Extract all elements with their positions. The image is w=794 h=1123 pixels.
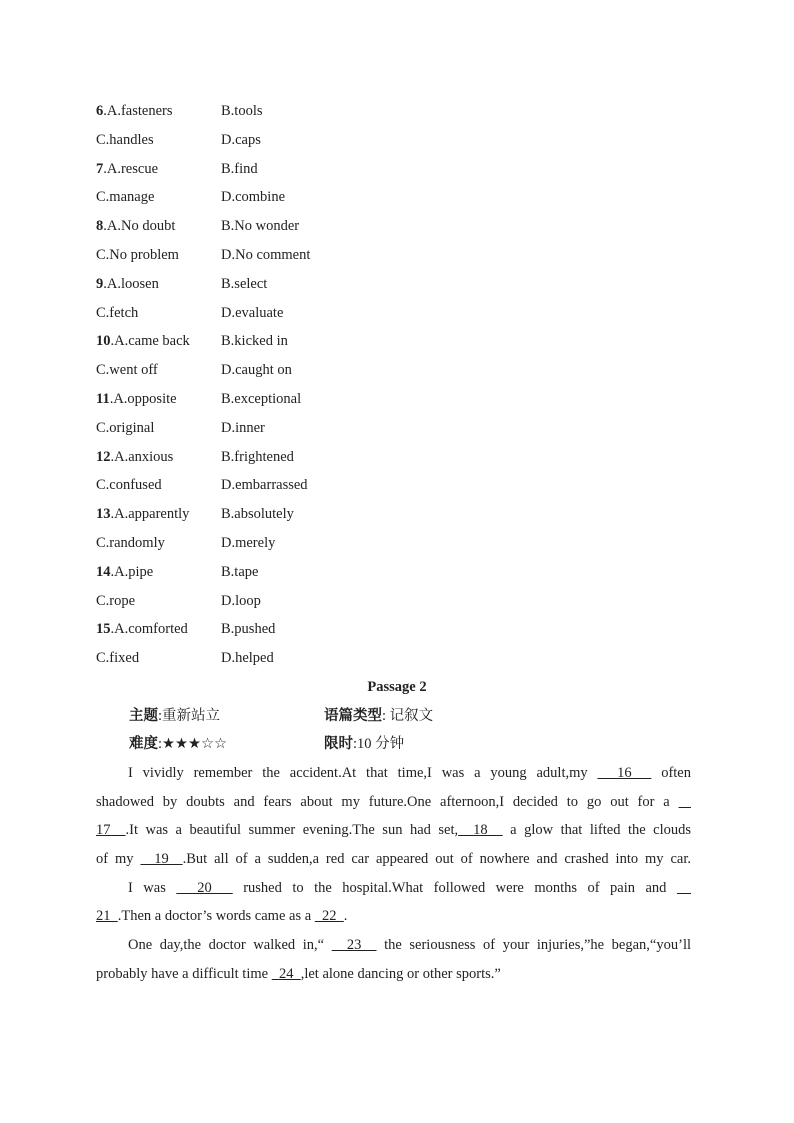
passage-text: .Then a doctor’s words came as a [117,908,315,925]
question-number: 9 [96,275,104,292]
option-right: B.find [221,160,258,177]
question-number: 14 [96,563,111,580]
option-right: B.kicked in [221,333,288,350]
passage-text: .It was a beautiful summer evening.The sun had set, [125,822,459,839]
option-text: C.original [96,419,155,436]
blank-number: 21 [96,908,118,925]
option-right: D.embarrassed [221,477,308,494]
option-row [96,560,310,589]
option-left [96,128,221,157]
option-left [96,445,221,474]
passage-line [96,876,691,905]
question-number: 13 [96,506,111,523]
question-number: 15 [96,621,111,638]
option-right: B.No wonder [221,218,300,235]
option-text: C.handles [96,131,154,148]
option-text: C.went off [96,362,158,379]
genre [324,706,433,726]
option-text: C.fetch [96,304,139,321]
option-right: B.select [221,275,268,292]
option-right: B.tools [221,103,263,119]
passage-line [96,962,691,991]
passage-meta-row-2 [129,734,689,754]
blank-number: 19 [140,851,183,868]
option-left [96,99,221,128]
theme [129,706,324,726]
option-left [96,646,221,675]
option-row [96,445,310,474]
option-left [96,185,221,214]
question-number: 7 [96,160,104,177]
passage-text: I vividly remember the accident.At that time,I was a young adult,my [128,765,598,781]
answer-options [96,99,310,675]
option-row [96,387,310,416]
passage-title: Passage 2 [367,679,427,695]
option-row [96,157,310,186]
passage-text: rushed to the hospital.What followed were months of pain and [232,879,677,896]
option-row [96,243,310,272]
option-right: B.exceptional [221,390,302,407]
option-row [96,272,310,301]
passage-line [96,933,691,962]
difficulty [129,734,324,754]
difficulty-label: 难度 [129,736,158,752]
option-row [96,128,310,157]
option-text: .A.came back [110,333,190,350]
passage-text: a glow that lifted the clouds [502,822,692,839]
question-number: 12 [96,448,111,465]
option-right: B.tape [221,563,259,580]
passage-text: ,let alone dancing or other sports.” [300,965,501,982]
passage-text: One day,the doctor walked in,“ [128,937,332,954]
blank-number [677,880,691,896]
passage-meta-row-1 [129,706,689,726]
passage-line [96,761,691,790]
option-text: .A.anxious [110,448,174,465]
option-text: .A.loosen [103,275,159,292]
option-text: C.randomly [96,534,165,551]
blank-number: 20 [176,879,233,896]
option-right: D.combine [221,189,286,206]
passage-text: . [343,908,348,925]
difficulty-value: :★★★☆☆ [158,736,228,752]
option-row [96,214,310,243]
theme-value: :重新站立 [158,708,221,724]
passage-text: often [651,765,691,781]
option-text: .A.apparently [110,506,190,523]
option-left [96,358,221,387]
passage-line [96,818,691,847]
option-right: D.inner [221,419,265,436]
option-row [96,531,310,560]
time-limit-label: 限时 [324,736,353,752]
option-text: .A.rescue [103,160,159,177]
option-right: D.loop [221,592,261,609]
option-left [96,531,221,560]
passage-line [96,904,691,933]
blank-number: 18 [458,822,503,839]
passage-text: the seriousness of your injuries,”he began,“you’ll [376,937,692,954]
option-row [96,416,310,445]
passage-text: shadowed by doubts and fears about my future.One afternoon,I decided to go out for a [96,793,679,810]
option-text: .A.opposite [109,390,177,407]
option-text: .A.fasteners [103,103,173,119]
option-row [96,358,310,387]
option-left [96,157,221,186]
question-number: 10 [96,333,111,350]
passage-text: I was [128,879,177,896]
option-right: D.caught on [221,362,292,379]
option-left [96,301,221,330]
option-left [96,617,221,646]
passage-line [96,790,691,819]
option-row [96,329,310,358]
option-left [96,560,221,589]
question-number: 11 [96,390,110,407]
option-left [96,329,221,358]
blank-number: 24 [271,965,301,982]
option-text: C.rope [96,592,136,609]
passage-text: of my [96,851,141,868]
question-number: 6 [96,103,104,119]
option-row [96,99,310,128]
option-right: D.merely [221,534,276,551]
time-limit-value: :10 分钟 [353,736,405,752]
option-right: D.evaluate [221,304,284,321]
theme-label: 主题 [129,708,158,724]
option-left [96,243,221,272]
option-right: B.pushed [221,621,276,638]
blank-number: 22 [314,908,344,925]
option-right: D.helped [221,650,274,667]
option-row [96,646,310,675]
blank-number: 16 [597,765,652,781]
option-right: B.frightened [221,448,294,465]
option-right: B.absolutely [221,506,294,523]
option-row [96,473,310,502]
option-left [96,214,221,243]
passage-body [96,761,691,991]
blank-number [679,794,691,810]
option-text: C.confused [96,477,162,494]
passage-line [96,847,691,876]
time-limit [324,734,404,754]
passage-text: probably have a difficult time [96,965,272,982]
option-row [96,502,310,531]
passage-text: .But all of a sudden,a red car appeared out of nowhere and crashed into my car. [182,851,691,868]
option-row [96,589,310,618]
option-text: C.manage [96,189,155,206]
option-row [96,301,310,330]
option-text: .A.No doubt [103,218,176,235]
question-number: 8 [96,218,104,235]
option-left [96,589,221,618]
option-right: D.caps [221,131,261,148]
option-left [96,473,221,502]
option-left [96,387,221,416]
option-text: .A.pipe [110,563,154,580]
blank-number: 17 [96,822,126,839]
blank-number: 23 [331,937,377,954]
option-right: D.No comment [221,246,311,263]
option-text: .A.comforted [110,621,188,638]
option-left [96,416,221,445]
genre-value: : 记叙文 [382,708,434,724]
option-row [96,185,310,214]
option-left [96,502,221,531]
option-row [96,617,310,646]
option-left [96,272,221,301]
option-text: C.fixed [96,650,140,667]
genre-label: 语篇类型 [324,708,382,724]
option-text: C.No problem [96,246,179,263]
